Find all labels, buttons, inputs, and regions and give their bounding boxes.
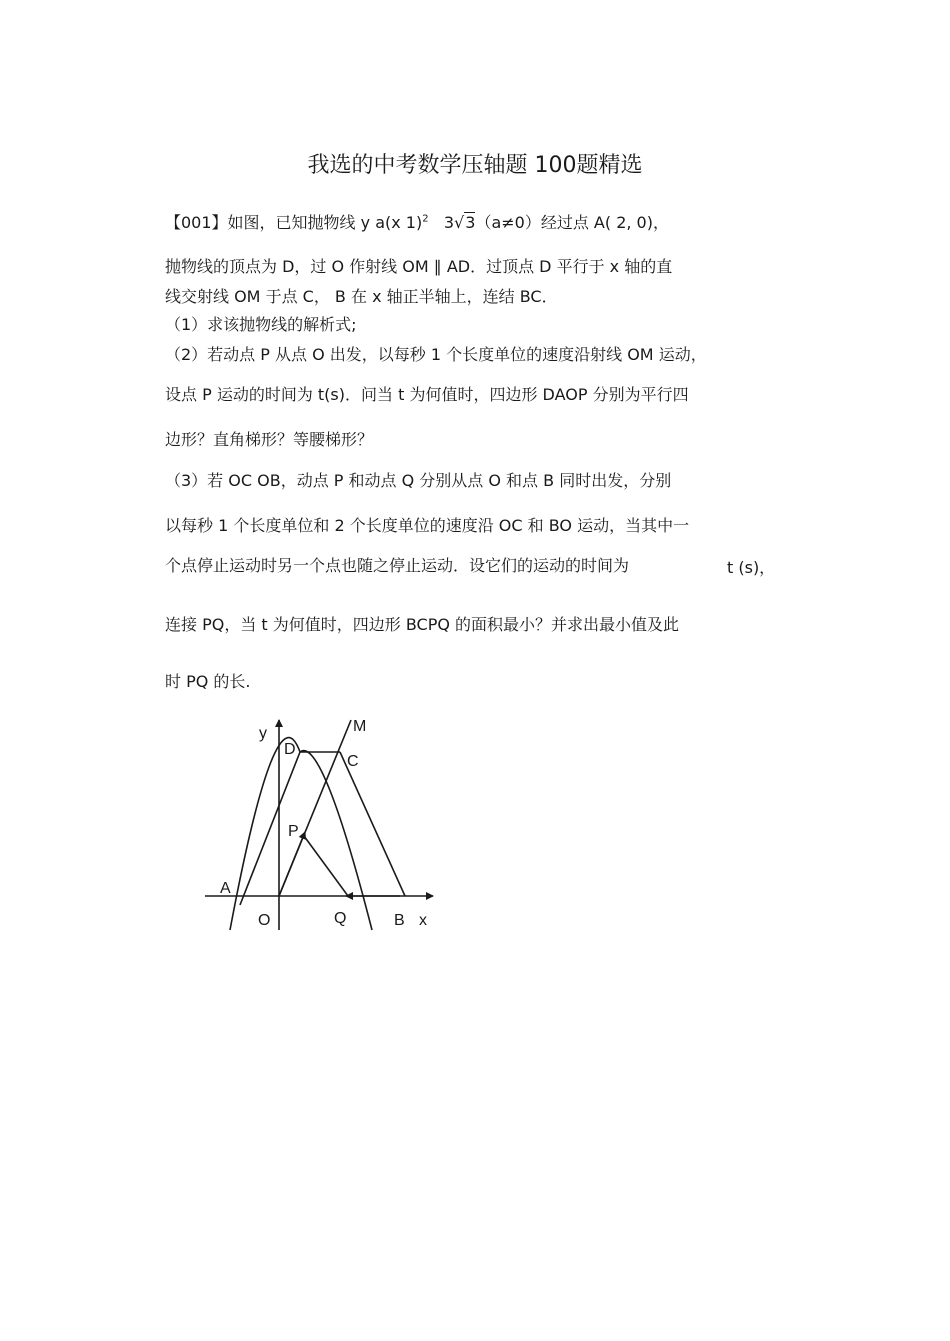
label-m: M xyxy=(353,718,367,735)
label-o: O xyxy=(258,912,271,929)
question-3-line-5: 时 PQ 的长. xyxy=(165,672,251,691)
question-3-line-4: 连接 PQ，当 t 为何值时，四边形 BCPQ 的面积最小？并求出最小值及此 xyxy=(165,615,680,634)
exponent: 2 xyxy=(422,213,429,225)
problem-number: 【001】 xyxy=(165,213,228,232)
geometry-figure xyxy=(195,710,455,950)
constant-coefficient: 3 xyxy=(443,213,455,232)
problem-text-line-1: 如图，已知抛物线 y a(x 1) xyxy=(227,213,423,232)
problem-line-1 xyxy=(165,210,669,233)
question-2-line-1: （2）若动点 P 从点 O 出发，以每秒 1 个长度单位的速度沿射线 OM 运动， xyxy=(165,345,707,364)
label-c: C xyxy=(347,753,359,770)
label-q: Q xyxy=(334,910,347,927)
label-x: x xyxy=(419,912,427,929)
sqrt-value: 3 xyxy=(465,213,476,232)
question-3-line-3: 个点停止运动时另一个点也随之停止运动．设它们的运动的时间为 xyxy=(165,556,630,575)
label-d: D xyxy=(284,741,296,758)
question-3-line-2: 以每秒 1 个长度单位和 2 个长度单位的速度沿 OC 和 BO 运动，当其中一 xyxy=(165,516,690,535)
segment-pq xyxy=(304,836,348,896)
sqrt-symbol: √ xyxy=(454,213,465,232)
time-label: t (s)， xyxy=(727,558,776,577)
question-3-line-1: （3）若 OC OB，动点 P 和动点 Q 分别从点 O 和点 B 同时出发，分别 xyxy=(165,471,672,490)
page-title: 我选的中考数学压轴题 100题精选 xyxy=(307,153,643,178)
segment-bc xyxy=(340,752,405,896)
question-2-line-2: 设点 P 运动的时间为 t(s)．问当 t 为何值时，四边形 DAOP 分别为平行四 xyxy=(165,385,689,404)
question-1: （1）求该抛物线的解析式; xyxy=(165,315,357,334)
question-2-line-3: 边形？直角梯形？等腰梯形？ xyxy=(165,430,374,449)
problem-text-line-1-tail: （a≠0）经过点 A( 2, 0)， xyxy=(475,213,669,232)
arrow-p xyxy=(279,832,305,896)
label-p: P xyxy=(288,823,299,840)
label-b: B xyxy=(394,912,405,929)
label-a: A xyxy=(220,880,231,897)
label-y: y xyxy=(259,725,267,742)
problem-line-2: 抛物线的顶点为 D，过 O 作射线 OM ∥ AD．过顶点 D 平行于 x 轴的直 xyxy=(165,257,673,276)
problem-line-3: 线交射线 OM 于点 C， B 在 x 轴正半轴上，连结 BC． xyxy=(165,287,558,306)
